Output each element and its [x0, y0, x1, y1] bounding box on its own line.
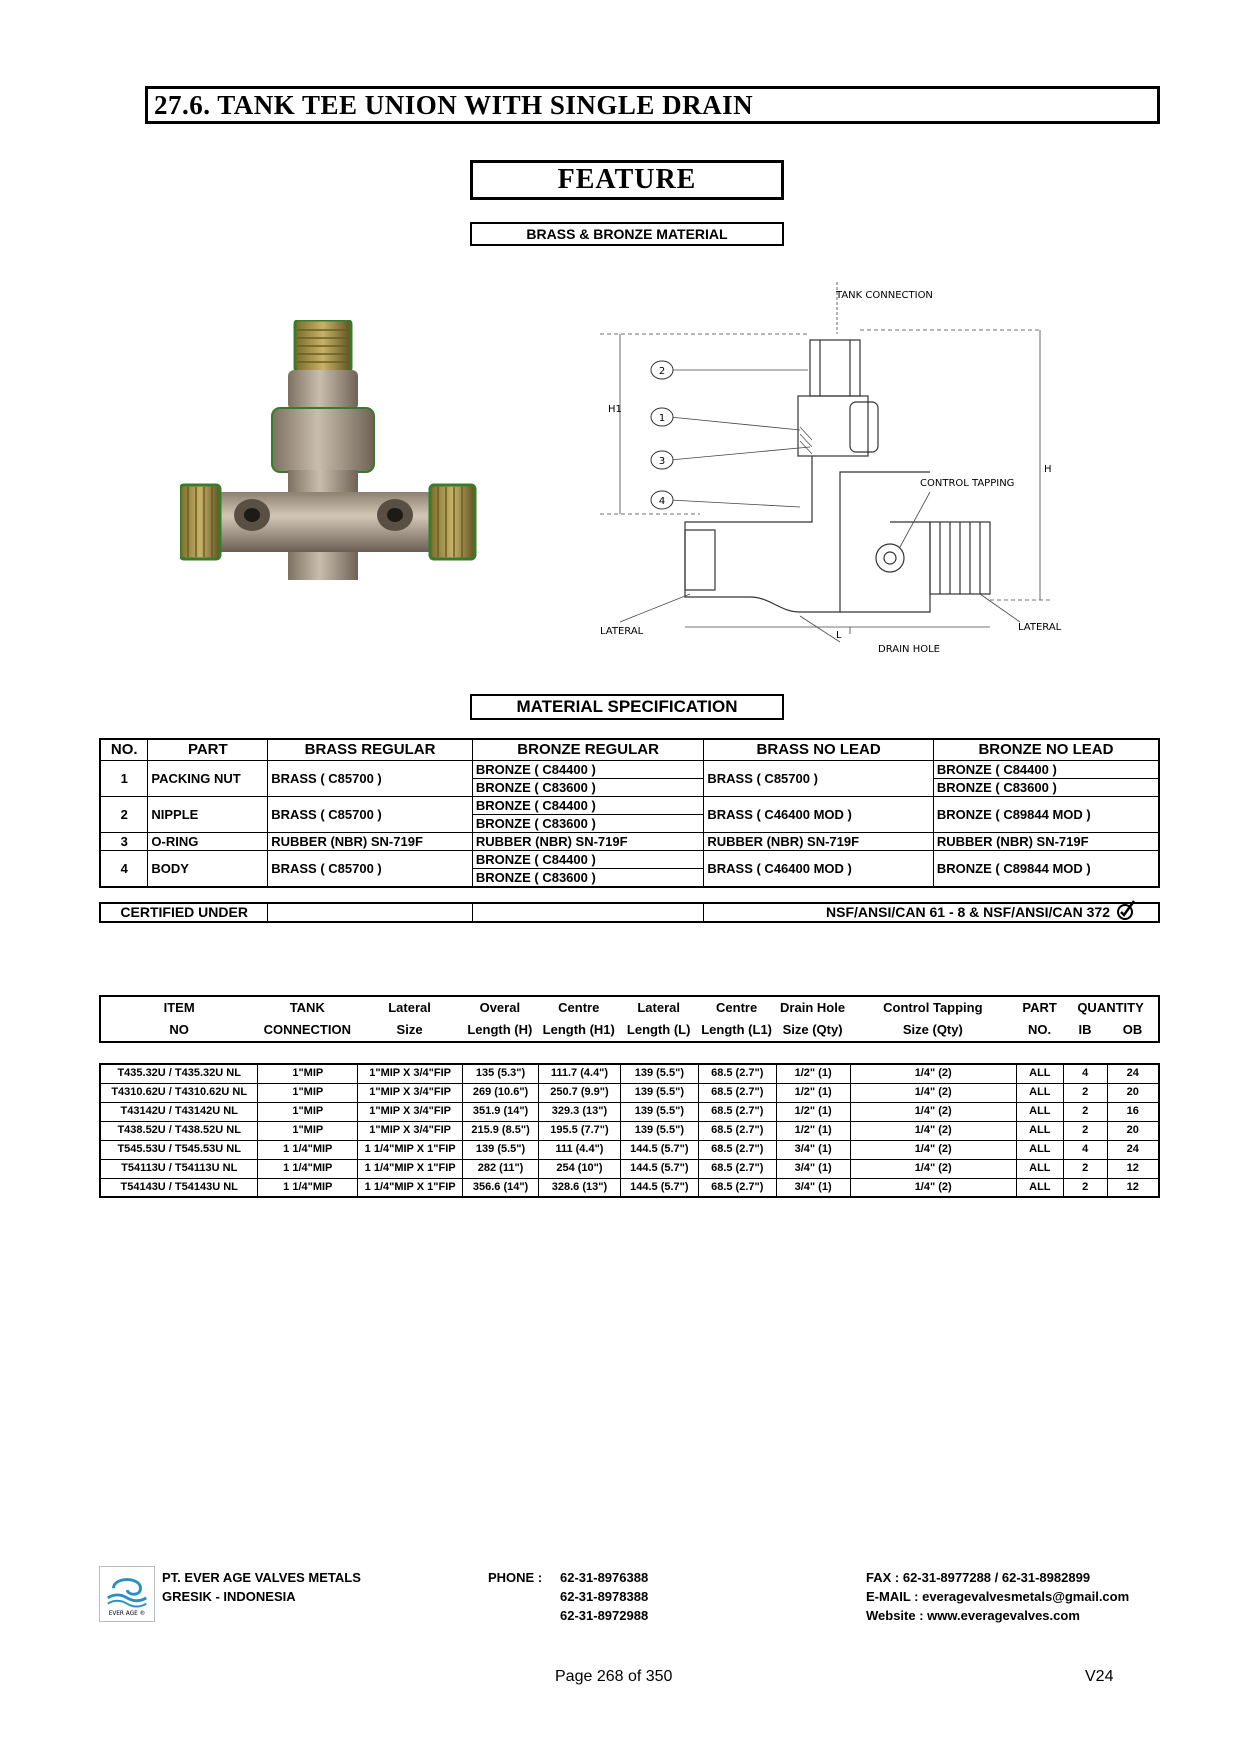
- table-cell: 144.5 (5.7"): [620, 1140, 698, 1159]
- fax: FAX : 62-31-8977288 / 62-31-8982899: [866, 1570, 1091, 1585]
- product-header-table: [99, 995, 1160, 1043]
- table-cell: 68.5 (2.7"): [698, 1121, 776, 1140]
- table-cell: 1"MIP X 3/4"FIP: [358, 1083, 463, 1102]
- table-cell: 1 1/4"MIP: [258, 1178, 358, 1197]
- table-cell: 282 (11"): [463, 1159, 539, 1178]
- feature-heading: FEATURE: [470, 160, 784, 200]
- col-part: PART: [148, 739, 268, 760]
- table-cell: ALL: [1016, 1102, 1063, 1121]
- col-brass-no-lead: BRASS NO LEAD: [704, 739, 934, 760]
- table-cell: 68.5 (2.7"): [698, 1159, 776, 1178]
- table-cell: 1 1/4"MIP: [258, 1140, 358, 1159]
- table-cell: 1"MIP X 3/4"FIP: [358, 1064, 463, 1083]
- logo-text: EVER AGE ®: [108, 1611, 146, 1618]
- callout-1: 1: [658, 413, 666, 424]
- table-cell: ALL: [1016, 1140, 1063, 1159]
- phone-1: 62-31-8976388: [560, 1570, 649, 1585]
- table-cell: ALL: [1016, 1083, 1063, 1102]
- table-cell: 1/2" (1): [776, 1121, 850, 1140]
- callout-4: 4: [658, 496, 666, 507]
- table-cell: 1/2" (1): [776, 1083, 850, 1102]
- company-name: PT. EVER AGE VALVES METALS: [162, 1570, 361, 1585]
- label-h1: H1: [608, 404, 622, 415]
- label-h: H: [1044, 464, 1052, 475]
- table-cell: 2: [1063, 1102, 1107, 1121]
- table-cell: 1/4" (2): [850, 1083, 1016, 1102]
- material-spec-heading: MATERIAL SPECIFICATION: [470, 694, 784, 720]
- table-cell: 2: [1063, 1178, 1107, 1197]
- table-cell: 68.5 (2.7"): [698, 1178, 776, 1197]
- label-lateral-left: LATERAL: [600, 626, 644, 637]
- table-row: [100, 1178, 1159, 1197]
- company-logo: [99, 1566, 155, 1622]
- nsf-check-icon: [1116, 899, 1136, 921]
- version-label: V24: [1085, 1668, 1114, 1685]
- table-cell: T545.53U / T545.53U NL: [100, 1140, 258, 1159]
- page-title: 27.6. TANK TEE UNION WITH SINGLE DRAIN: [145, 86, 1160, 124]
- table-cell: 329.3 (13"): [539, 1102, 621, 1121]
- table-cell: T43142U / T43142U NL: [100, 1102, 258, 1121]
- table-cell: 144.5 (5.7"): [620, 1159, 698, 1178]
- table-row: [100, 1140, 1159, 1159]
- table-cell: 24: [1107, 1064, 1159, 1083]
- website: Website : www.everagevalves.com: [866, 1608, 1080, 1623]
- table-row: [100, 1159, 1159, 1178]
- table-cell: 1/4" (2): [850, 1159, 1016, 1178]
- table-cell: 269 (10.6"): [463, 1083, 539, 1102]
- table-cell: 139 (5.5"): [463, 1140, 539, 1159]
- table-cell: 144.5 (5.7"): [620, 1178, 698, 1197]
- label-lateral-right: LATERAL: [1018, 622, 1062, 633]
- col-bronze-regular: BRONZE REGULAR: [472, 739, 703, 760]
- phone-block: [560, 1568, 648, 1625]
- table-cell: 139 (5.5"): [620, 1102, 698, 1121]
- table-cell: 1/4" (2): [850, 1121, 1016, 1140]
- table-row: 3 O-RING RUBBER (NBR) SN-719F RUBBER (NBR) SN-719F RUBBER (NBR) SN-719F RUBBER (NBR) SN-719F: [100, 832, 1159, 850]
- page-number: Page 268 of 350: [555, 1668, 673, 1685]
- table-cell: 1"MIP: [258, 1102, 358, 1121]
- phone-label: PHONE :: [488, 1570, 543, 1585]
- table-cell: 1 1/4"MIP X 1"FIP: [358, 1140, 463, 1159]
- product-header-top: ITEM TANK Lateral Overal Centre Lateral Centre Drain Hole Control Tapping PART QUANTITY: [163, 1000, 1144, 1015]
- email: E-MAIL : everagevalvesmetals@gmail.com: [866, 1589, 1130, 1604]
- table-cell: 1 1/4"MIP: [258, 1159, 358, 1178]
- product-table: [99, 1063, 1160, 1198]
- table-cell: 12: [1107, 1178, 1159, 1197]
- table-cell: 135 (5.3"): [463, 1064, 539, 1083]
- table-cell: ALL: [1016, 1121, 1063, 1140]
- certified-label: CERTIFIED UNDER: [100, 903, 268, 922]
- table-cell: 1"MIP: [258, 1064, 358, 1083]
- table-cell: T54113U / T54113U NL: [100, 1159, 258, 1178]
- table-cell: 24: [1107, 1140, 1159, 1159]
- table-cell: 3/4" (1): [776, 1140, 850, 1159]
- table-cell: 139 (5.5"): [620, 1064, 698, 1083]
- label-drain-hole: DRAIN HOLE: [878, 644, 940, 655]
- table-cell: 111.7 (4.4"): [539, 1064, 621, 1083]
- table-cell: 1"MIP: [258, 1121, 358, 1140]
- table-cell: 139 (5.5"): [620, 1083, 698, 1102]
- table-cell: 1 1/4"MIP X 1"FIP: [358, 1178, 463, 1197]
- col-brass-regular: BRASS REGULAR: [268, 739, 473, 760]
- table-cell: 250.7 (9.9"): [539, 1083, 621, 1102]
- material-table: [99, 738, 1160, 888]
- table-cell: 1/2" (1): [776, 1064, 850, 1083]
- table-cell: 1/4" (2): [850, 1140, 1016, 1159]
- table-cell: ALL: [1016, 1159, 1063, 1178]
- company-block: [162, 1568, 361, 1606]
- table-cell: 2: [1063, 1083, 1107, 1102]
- table-cell: 68.5 (2.7"): [698, 1064, 776, 1083]
- table-cell: 328.6 (13"): [539, 1178, 621, 1197]
- table-cell: 68.5 (2.7"): [698, 1102, 776, 1121]
- certified-value: NSF/ANSI/CAN 61 - 8 & NSF/ANSI/CAN 372: [826, 904, 1110, 920]
- table-cell: 356.6 (14"): [463, 1178, 539, 1197]
- phone-2: 62-31-8978388: [560, 1589, 649, 1604]
- table-cell: 111 (4.4"): [539, 1140, 621, 1159]
- table-cell: 195.5 (7.7"): [539, 1121, 621, 1140]
- table-cell: 3/4" (1): [776, 1159, 850, 1178]
- table-row: BRONZE ( C83600 ) BRONZE ( C83600 ): [100, 778, 1159, 796]
- phone-3: 62-31-8972988: [560, 1608, 649, 1623]
- table-cell: 1"MIP X 3/4"FIP: [358, 1121, 463, 1140]
- table-cell: 12: [1107, 1159, 1159, 1178]
- table-row: [100, 1121, 1159, 1140]
- label-tank-connection: TANK CONNECTION: [836, 290, 933, 301]
- table-cell: 2: [1063, 1159, 1107, 1178]
- table-cell: 215.9 (8.5"): [463, 1121, 539, 1140]
- table-row: BRONZE ( C83600 ): [100, 814, 1159, 832]
- col-no: NO.: [100, 739, 148, 760]
- table-row: [100, 1102, 1159, 1121]
- callout-3: 3: [658, 456, 666, 467]
- material-subtitle: BRASS & BRONZE MATERIAL: [470, 222, 784, 246]
- table-cell: 20: [1107, 1083, 1159, 1102]
- company-location: GRESIK - INDONESIA: [162, 1589, 296, 1604]
- table-cell: 1/4" (2): [850, 1064, 1016, 1083]
- table-row: 4 BODY BRASS ( C85700 ) BRONZE ( C84400 ) BRASS ( C46400 MOD ) BRONZE ( C89844 MOD ): [100, 850, 1159, 868]
- table-cell: T54143U / T54143U NL: [100, 1178, 258, 1197]
- col-bronze-no-lead: BRONZE NO LEAD: [933, 739, 1159, 760]
- table-cell: 254 (10"): [539, 1159, 621, 1178]
- table-row: [100, 1083, 1159, 1102]
- table-cell: 1/2" (1): [776, 1102, 850, 1121]
- label-l: L: [836, 630, 842, 641]
- table-cell: ALL: [1016, 1064, 1063, 1083]
- table-cell: 2: [1063, 1121, 1107, 1140]
- table-cell: T435.32U / T435.32U NL: [100, 1064, 258, 1083]
- table-row: 2 NIPPLE BRASS ( C85700 ) BRONZE ( C84400 ) BRASS ( C46400 MOD ) BRONZE ( C89844 MOD ): [100, 796, 1159, 814]
- table-cell: 1/4" (2): [850, 1178, 1016, 1197]
- certified-table: [99, 902, 1160, 923]
- table-cell: T4310.62U / T4310.62U NL: [100, 1083, 258, 1102]
- label-control-tapping: CONTROL TAPPING: [920, 478, 1015, 489]
- table-cell: 68.5 (2.7"): [698, 1140, 776, 1159]
- table-row: 1 PACKING NUT BRASS ( C85700 ) BRONZE ( C84400 ) BRASS ( C85700 ) BRONZE ( C84400 ): [100, 760, 1159, 778]
- table-cell: 1/4" (2): [850, 1102, 1016, 1121]
- product-photo: [180, 320, 490, 610]
- table-cell: 1 1/4"MIP X 1"FIP: [358, 1159, 463, 1178]
- table-row: [100, 1064, 1159, 1083]
- table-cell: 3/4" (1): [776, 1178, 850, 1197]
- table-cell: 4: [1063, 1140, 1107, 1159]
- material-header-row: [100, 739, 1159, 760]
- contact-block: [866, 1568, 1129, 1625]
- table-cell: 16: [1107, 1102, 1159, 1121]
- table-cell: ALL: [1016, 1178, 1063, 1197]
- product-header-bottom: NO CONNECTION Size Length (H) Length (H1) Length (L) Length (L1) Size (Qty) Size (Qty) NO. IB OB: [169, 1022, 1143, 1037]
- table-cell: 1"MIP X 3/4"FIP: [358, 1102, 463, 1121]
- table-cell: 351.9 (14"): [463, 1102, 539, 1121]
- table-cell: 139 (5.5"): [620, 1121, 698, 1140]
- certified-row: [100, 903, 1159, 922]
- table-cell: T438.52U / T438.52U NL: [100, 1121, 258, 1140]
- table-cell: 4: [1063, 1064, 1107, 1083]
- callout-2: 2: [658, 366, 666, 377]
- table-cell: 1"MIP: [258, 1083, 358, 1102]
- technical-drawing: [600, 282, 1070, 662]
- table-cell: 20: [1107, 1121, 1159, 1140]
- table-row: BRONZE ( C83600 ): [100, 868, 1159, 887]
- table-cell: 68.5 (2.7"): [698, 1083, 776, 1102]
